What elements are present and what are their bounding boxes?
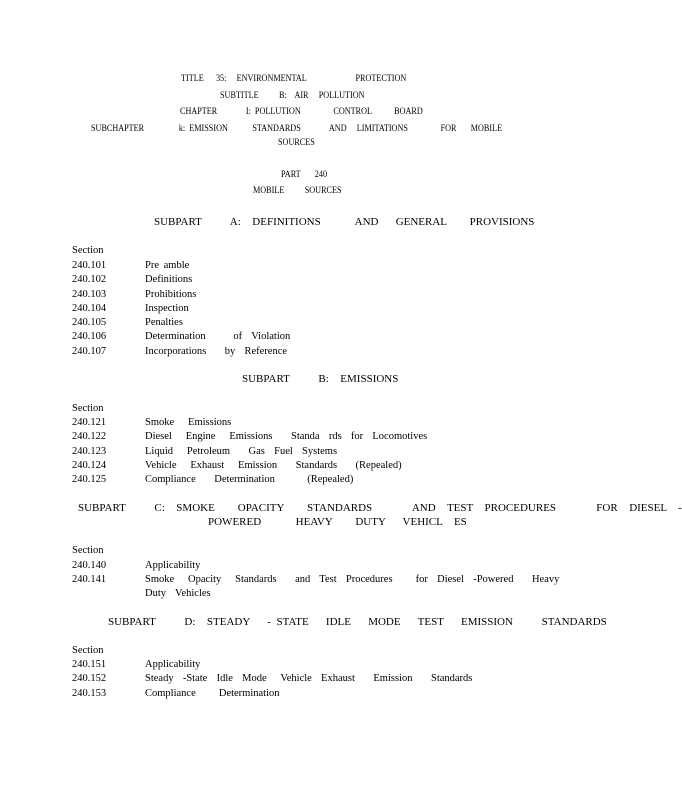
section-number: 240.123 xyxy=(72,446,107,457)
subpart-b-section-label: Section xyxy=(72,403,104,414)
title-line: TITLE 35: ENVIRONMENTAL PROTECTION xyxy=(181,74,407,84)
section-title: Prohibitions xyxy=(145,289,197,300)
section-title: Determination of Violation xyxy=(145,331,291,342)
subpart-d-heading: SUBPART D: STEADY - STATE IDLE MODE TEST EMISSION STANDARDS xyxy=(108,616,607,628)
section-title: Smoke Emissions xyxy=(145,417,232,428)
subpart-c-heading-continuation: POWERED HEAVY DUTY VEHICL ES xyxy=(208,516,467,528)
section-number: 240.106 xyxy=(72,331,107,342)
section-number: 240.103 xyxy=(72,289,107,300)
section-title-continuation: Duty Vehicles xyxy=(145,588,211,599)
section-title: Penalties xyxy=(145,317,183,328)
subpart-c-heading: SUBPART C: SMOKE OPACITY STANDARDS AND TEST PROCEDURES FOR DIESEL - xyxy=(78,502,682,514)
subpart-a-heading: SUBPART A: DEFINITIONS AND GENERAL PROVISIONS xyxy=(154,216,535,228)
section-title: Applicability xyxy=(145,659,201,670)
section-number: 240.153 xyxy=(72,688,107,699)
section-number: 240.141 xyxy=(72,574,107,585)
section-number: 240.105 xyxy=(72,317,107,328)
section-title: Definitions xyxy=(145,274,193,285)
section-number: 240.152 xyxy=(72,673,107,684)
section-title: Applicability xyxy=(145,560,201,571)
section-number: 240.104 xyxy=(72,303,107,314)
section-title: Steady -State Idle Mode Vehicle Exhaust Emission Standards xyxy=(145,673,473,684)
section-title: Pre amble xyxy=(145,260,190,271)
section-title: Liquid Petroleum Gas Fuel Systems xyxy=(145,446,338,457)
subtitle-line: SUBTITLE B: AIR POLLUTION xyxy=(220,91,365,101)
subpart-c-section-label: Section xyxy=(72,545,104,556)
section-title: Inspection xyxy=(145,303,189,314)
section-number: 240.151 xyxy=(72,659,107,670)
subchapter-continuation: SOURCES xyxy=(278,138,315,148)
section-title: Incorporations by Reference xyxy=(145,346,288,357)
part-line: PART 240 xyxy=(281,170,328,180)
section-number: 240.101 xyxy=(72,260,107,271)
subpart-b-heading: SUBPART B: EMISSIONS xyxy=(242,373,399,385)
section-number: 240.125 xyxy=(72,474,107,485)
section-title: Compliance Determination xyxy=(145,688,280,699)
section-title: Vehicle Exhaust Emission Standards (Repealed) xyxy=(145,460,402,471)
section-title: Smoke Opacity Standards and Test Procedures for Diesel -Powered Heavy xyxy=(145,574,560,585)
subchapter-line: SUBCHAPTER k: EMISSION STANDARDS AND LIMITATIONS FOR MOBILE xyxy=(91,124,503,134)
section-number: 240.140 xyxy=(72,560,107,571)
subpart-d-section-label: Section xyxy=(72,645,104,656)
subpart-a-section-label: Section xyxy=(72,245,104,256)
section-title: Diesel Engine Emissions Standa rds for Locomotives xyxy=(145,431,428,442)
section-number: 240.122 xyxy=(72,431,107,442)
section-number: 240.107 xyxy=(72,346,107,357)
part-name: MOBILE SOURCES xyxy=(253,186,342,196)
section-number: 240.124 xyxy=(72,460,107,471)
chapter-line: CHAPTER I: POLLUTION CONTROL BOARD xyxy=(180,107,423,117)
section-title: Compliance Determination (Repealed) xyxy=(145,474,354,485)
section-number: 240.102 xyxy=(72,274,107,285)
section-number: 240.121 xyxy=(72,417,107,428)
